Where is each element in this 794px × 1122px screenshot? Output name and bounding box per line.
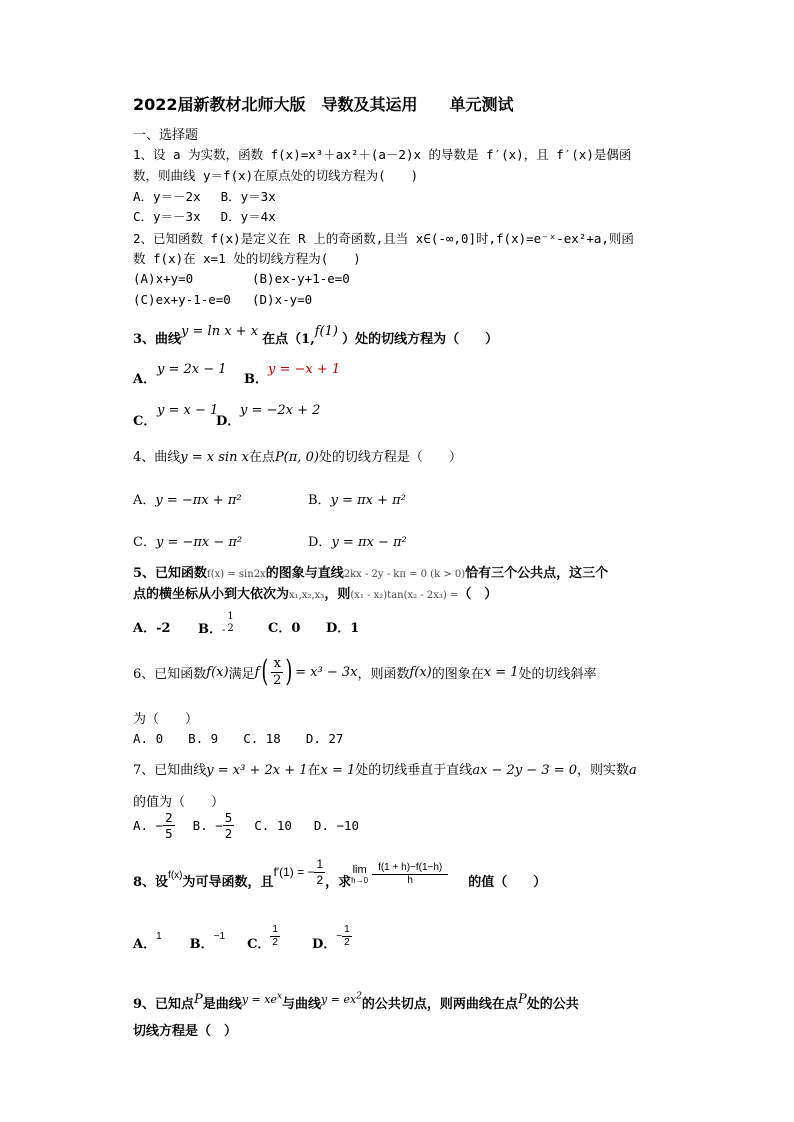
q8-mid1: 为可导函数，且 xyxy=(182,874,274,890)
q3-option-a: y = 2x − 1 xyxy=(157,362,227,377)
q4-mid: 在点 xyxy=(248,450,275,465)
q4-point: P(π, 0) xyxy=(274,450,319,465)
q3-option-d: y = −2x + 2 xyxy=(240,403,321,418)
q7-curve: y = x³ + 2x + 1 xyxy=(206,763,308,778)
q5-option-b-num: 1 xyxy=(227,611,234,622)
q4-curve: y = x sin x xyxy=(180,450,249,465)
q9-line2: 切线方程是（ ） xyxy=(133,1024,238,1039)
q7-a: a xyxy=(629,763,637,778)
q7-mid2: 处的切线垂直于直线 xyxy=(355,763,473,778)
q8-option-d-label: D． xyxy=(311,936,337,952)
q7-mid1: 在 xyxy=(307,763,321,778)
q3-suffix: ）处的切线方程为（ ） xyxy=(342,332,499,347)
q6-rhs: = x³ − 3x xyxy=(295,664,358,680)
q5-line2-suffix: （ ） xyxy=(458,587,498,602)
q7-option-b-label: B. − xyxy=(192,818,223,833)
q9-mid1: 是曲线 xyxy=(202,997,242,1012)
q4-option-c: y = −πx − π² xyxy=(155,535,243,550)
q5-option-d: D．1 xyxy=(326,621,360,636)
q9-curve1-exp: x xyxy=(276,991,283,1002)
q9-point: P xyxy=(194,992,203,1007)
q8-option-c-label: C． xyxy=(247,936,271,952)
q5-option-a: A．-2 xyxy=(133,621,171,636)
q8-option-d-den: 2 xyxy=(344,936,350,948)
q6-options: A. 0 B. 9 C. 18 D. 27 xyxy=(133,731,344,746)
q6-num: x xyxy=(271,656,283,673)
q3-mid: 在点（1, xyxy=(262,332,315,347)
q9-curve1: y = xe xyxy=(241,993,277,1006)
q7-option-a-num: 2 xyxy=(165,810,173,825)
q6-mid3: 的图象在 xyxy=(431,666,484,682)
q4-option-d-label: D． xyxy=(308,535,332,550)
q8-option-a-label: A． xyxy=(133,936,157,952)
q1-line1: 1、设 a 为实数，函数 f(x)=x³＋ax²＋(a－2)x 的导数是 f′(x)，且 f′(x)是偶函 xyxy=(133,147,632,162)
q5-option-b-label: B． xyxy=(198,621,222,637)
q7-line: ax − 2y − 3 = 0 xyxy=(472,763,578,778)
q8-option-d-num: 1 xyxy=(344,923,350,935)
q7-suffix: ，则实数 xyxy=(577,763,630,778)
q3-option-d-label: D． xyxy=(216,414,241,429)
q8-lim-num: f(1 + h)−f(1−h) xyxy=(372,862,448,875)
section-heading: 一、选择题 xyxy=(133,128,199,143)
q5-expression: (x₁ - x₂)tan(x₂ - 2x₃) = xyxy=(350,590,459,601)
q3-option-a-label: A． xyxy=(133,372,157,387)
q2-option-b: (B)ex-y+1-e=0 xyxy=(252,271,350,286)
q9-prefix: 9、已知点 xyxy=(133,997,195,1012)
q4-option-b-label: B． xyxy=(308,493,331,508)
q8-option-c-num: 1 xyxy=(272,923,278,935)
q8-fprime: f′(1) = − xyxy=(273,865,315,879)
q6-prefix: 6、已知函数 xyxy=(133,666,207,682)
q6-den: 2 xyxy=(273,672,282,688)
q8-option-a: 1 xyxy=(156,930,162,942)
q3-option-b-label: B． xyxy=(244,372,268,387)
q1-options-ab: A．y＝－2x B．y＝3x xyxy=(133,189,276,204)
q7-option-d: D. −10 xyxy=(313,818,360,833)
q3-point: f(1) xyxy=(314,324,338,339)
q2-option-d: (D)x-y=0 xyxy=(252,292,313,307)
q8-fx: f(x) xyxy=(168,869,183,881)
q8-mid2: ，求 xyxy=(325,874,352,890)
q6-fx: f(x) xyxy=(206,664,229,680)
q6-mid1: 满足 xyxy=(228,666,255,682)
q9-curve2: y = ex xyxy=(321,993,357,1006)
q5-option-b-sign: - xyxy=(222,624,226,636)
q7-line2: 的值为（ ） xyxy=(133,795,225,810)
q7-option-c: C. 10 xyxy=(254,818,292,833)
q7-option-b-den: 2 xyxy=(224,826,233,841)
q8-prefix: 8、设 xyxy=(133,874,169,890)
q5-line2-prefix: 点的横坐标从小到大依次为 xyxy=(133,587,290,602)
page-title: 2022届新教材北师大版 导数及其运用 单元测试 xyxy=(133,95,514,114)
q9-curve2-exp: 2 xyxy=(356,991,362,1002)
q9-mid2: 与曲线 xyxy=(282,997,322,1012)
q4-option-b: y = πx + π² xyxy=(330,493,406,508)
q5-line2-mid: ，则 xyxy=(324,587,351,602)
q7-at: x = 1 xyxy=(320,763,356,778)
q1-options-cd: C．y＝－3x D．y＝4x xyxy=(133,209,276,224)
q2-option-a: (A)x+y=0 xyxy=(133,271,194,286)
q4-option-a: y = −πx + π² xyxy=(155,493,242,508)
q2-line1: 2、已知函数 f(x)是定义在 R 上的奇函数,且当 x∈(-∞,0]时,f(x)=e⁻ˣ-ex²+a,则函 xyxy=(133,231,634,246)
q1-line2: 数，则曲线 y＝f(x)在原点处的切线方程为( ) xyxy=(133,168,419,183)
q5-vars: x₁,x₂,x₃ xyxy=(289,590,325,601)
q5-prefix: 5、已知函数 xyxy=(133,566,208,581)
q5-line: 2kx - 2y - kπ = 0 (k > 0) xyxy=(343,569,466,580)
q4-option-d: y = πx − π² xyxy=(331,535,407,550)
q7-option-a-den: 5 xyxy=(165,826,173,841)
q5-mid: 的图象与直线 xyxy=(265,566,344,581)
q8-option-d-sign: − xyxy=(336,930,343,942)
q6-at: x = 1 xyxy=(483,664,519,680)
q8-lim: lim xyxy=(352,863,367,876)
q5-option-b-den: 2 xyxy=(227,623,234,634)
q6-fx2: f(x) xyxy=(409,664,432,680)
q8-option-b-label: B． xyxy=(189,936,214,952)
q7-option-b-num: 5 xyxy=(224,810,233,825)
q8-lim-den: h xyxy=(407,874,413,886)
q8-num: 1 xyxy=(316,857,324,872)
q2-option-c: (C)ex+y-1-e=0 xyxy=(133,292,231,307)
q6-right-paren: ) xyxy=(285,654,293,689)
q3-option-c-label: C． xyxy=(133,414,157,429)
q5-suffix: 恰有三个公共点，这三个 xyxy=(465,566,609,581)
q8-den: 2 xyxy=(316,872,324,887)
q8-option-c-den: 2 xyxy=(272,936,278,948)
q8-lim-sub: h→0 xyxy=(351,875,369,885)
q5-option-c: C．0 xyxy=(268,621,301,636)
q3-option-b: y = −x + 1 xyxy=(268,362,341,377)
q6-line2: 为（ ） xyxy=(133,712,199,727)
q8-suffix: 的值（ ） xyxy=(468,874,547,890)
q4-option-c-label: C． xyxy=(133,535,156,550)
q6-left-paren: ( xyxy=(261,654,269,689)
q3-curve: y = ln x + x xyxy=(181,324,259,339)
q6-mid2: ，则函数 xyxy=(357,666,410,682)
q9-suffix: 处的公共 xyxy=(526,997,579,1012)
q3-option-c: y = x − 1 xyxy=(157,403,219,418)
q3-prefix: 3、曲线 xyxy=(133,332,182,347)
q2-line2: 数 f(x)在 x=1 处的切线方程为( ) xyxy=(133,251,361,266)
q7-prefix: 7、已知曲线 xyxy=(133,763,207,778)
q6-f: f xyxy=(254,664,260,680)
q9-point2: P xyxy=(517,992,527,1007)
q9-mid3: 的公共切点，则两曲线在点 xyxy=(361,997,518,1012)
q5-function: f(x) = sin2x xyxy=(207,569,266,580)
q6-suffix: 处的切线斜率 xyxy=(518,666,597,682)
q8-option-b: −1 xyxy=(213,930,226,942)
q4-option-a-label: A． xyxy=(133,493,156,508)
q4-prefix: 4、曲线 xyxy=(133,450,181,465)
q4-suffix: 处的切线方程是（ ） xyxy=(318,450,462,465)
q7-option-a-label: A. − xyxy=(133,818,164,833)
